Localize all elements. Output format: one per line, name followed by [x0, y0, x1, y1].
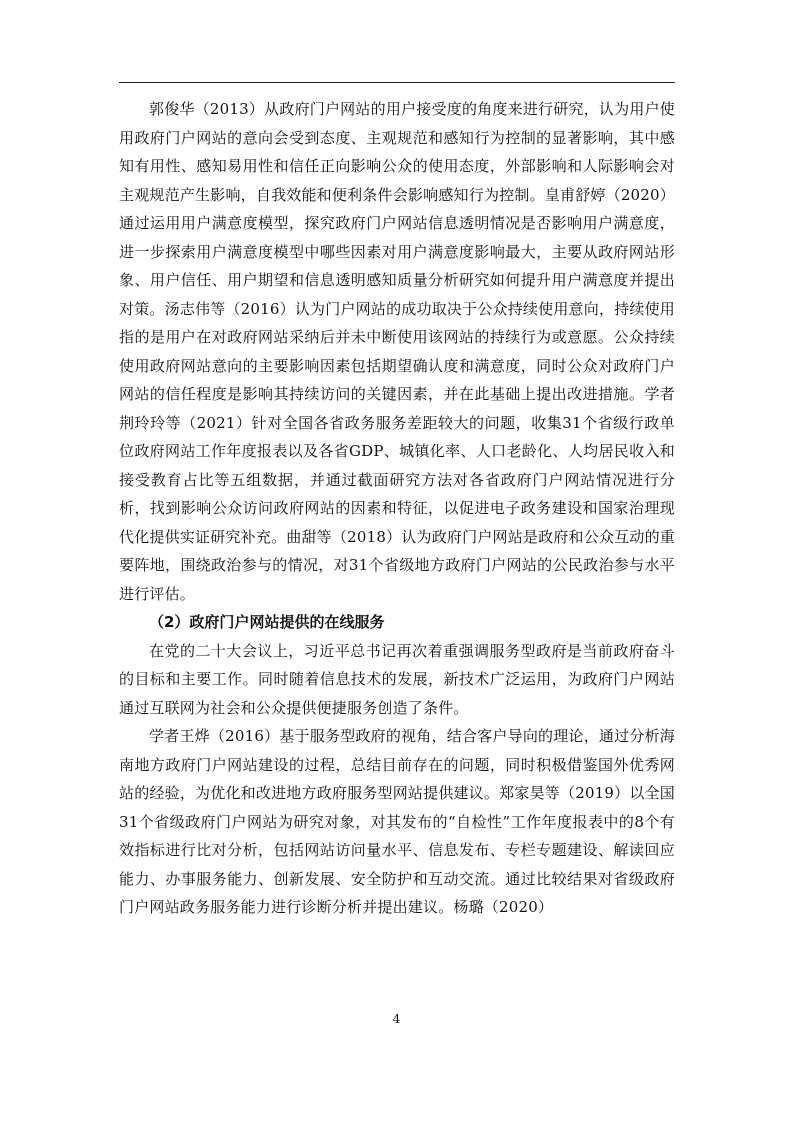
body-paragraph-3: 学者王烨（2016）基于服务型政府的视角，结合客户导向的理论，通过分析海南地方政府门户网站建设的过程，总结目前存在的问题，同时积极借鉴国外优秀网站的经验，为优化和改进地方政府服务型网站提供建议。郑家昊等（2019）以全国31个省级政府门户网站为研究对象，对其发布的“自检性”工作年度报表中的8个有效指标进行比对分析，包括网站访问量水平、信息发布、专栏专题建设、解读回应能力、办事服务能力、创新发展、安全防护和互动交流。通过比较结果对省级政府门户网站政务服务能力进行诊断分析并提出建议。杨璐（2020） — [119, 727, 675, 916]
page-body — [119, 95, 675, 922]
page-number: 4 — [392, 1012, 401, 1026]
body-paragraph-2: 在党的二十大会议上，习近平总书记再次着重强调服务型政府是当前政府奋斗的目标和主要工作。同时随着信息技术的发展，新技术广泛运用，为政府门户网站通过互联网为社会和公众提供便捷服务创造了条件。 — [119, 641, 675, 717]
section-heading: （2）政府门户网站提供的在线服务 — [149, 613, 385, 631]
body-paragraph-1: 郭俊华（2013）从政府门户网站的用户接受度的角度来进行研究，认为用户使用政府门户网站的意向会受到态度、主观规范和感知行为控制的显著影响，其中感知有用性、感知易用性和信任正向影响公众的使用态度，外部影响和人际影响会对主观规范产生影响，自我效能和便利条件会影响感知行为控制。皇甫舒婷（2020）通过运用用户满意度模型，探究政府门户网站信息透明情况是否影响用户满意度，进一步探索用户满意度模型中哪些因素对用户满意度影响最大，主要从政府网站形象、用户信任、用户期望和信息透明感知质量分析研究如何提升用户满意度并提出对策。汤志伟等（2016）认为门户网站的成功取决于公众持续使用意向，持续使用指的是用户在对政府网站采纳后并未中断使用该网站的持续行为或意愿。公众持续使用政府网站意向的主要影响因素包括期望确认度和满意度，同时公众对政府门户网站的信任程度是影响其持续访问的关键因素，并在此基础上提出改进措施。学者荆玲玲等（2021）针对全国各省政务服务差距较大的问题，收集31个省级行政单位政府网站工作年度报表以及各省GDP、城镇化率、人口老龄化、人均居民收入和接受教育占比等五组数据，并通过截面研究方法对各省政府门户网站情况进行分析，找到影响公众访问政府网站的因素和特征，以促进电子政务建设和国家治理现代化提供实证研究补充。曲甜等（2018）认为政府门户网站是政府和公众互动的重要阵地，围绕政治参与的情况，对31个省级地方政府门户网站的公民政治参与水平进行评估。 — [119, 100, 675, 603]
header-rule — [119, 82, 675, 83]
